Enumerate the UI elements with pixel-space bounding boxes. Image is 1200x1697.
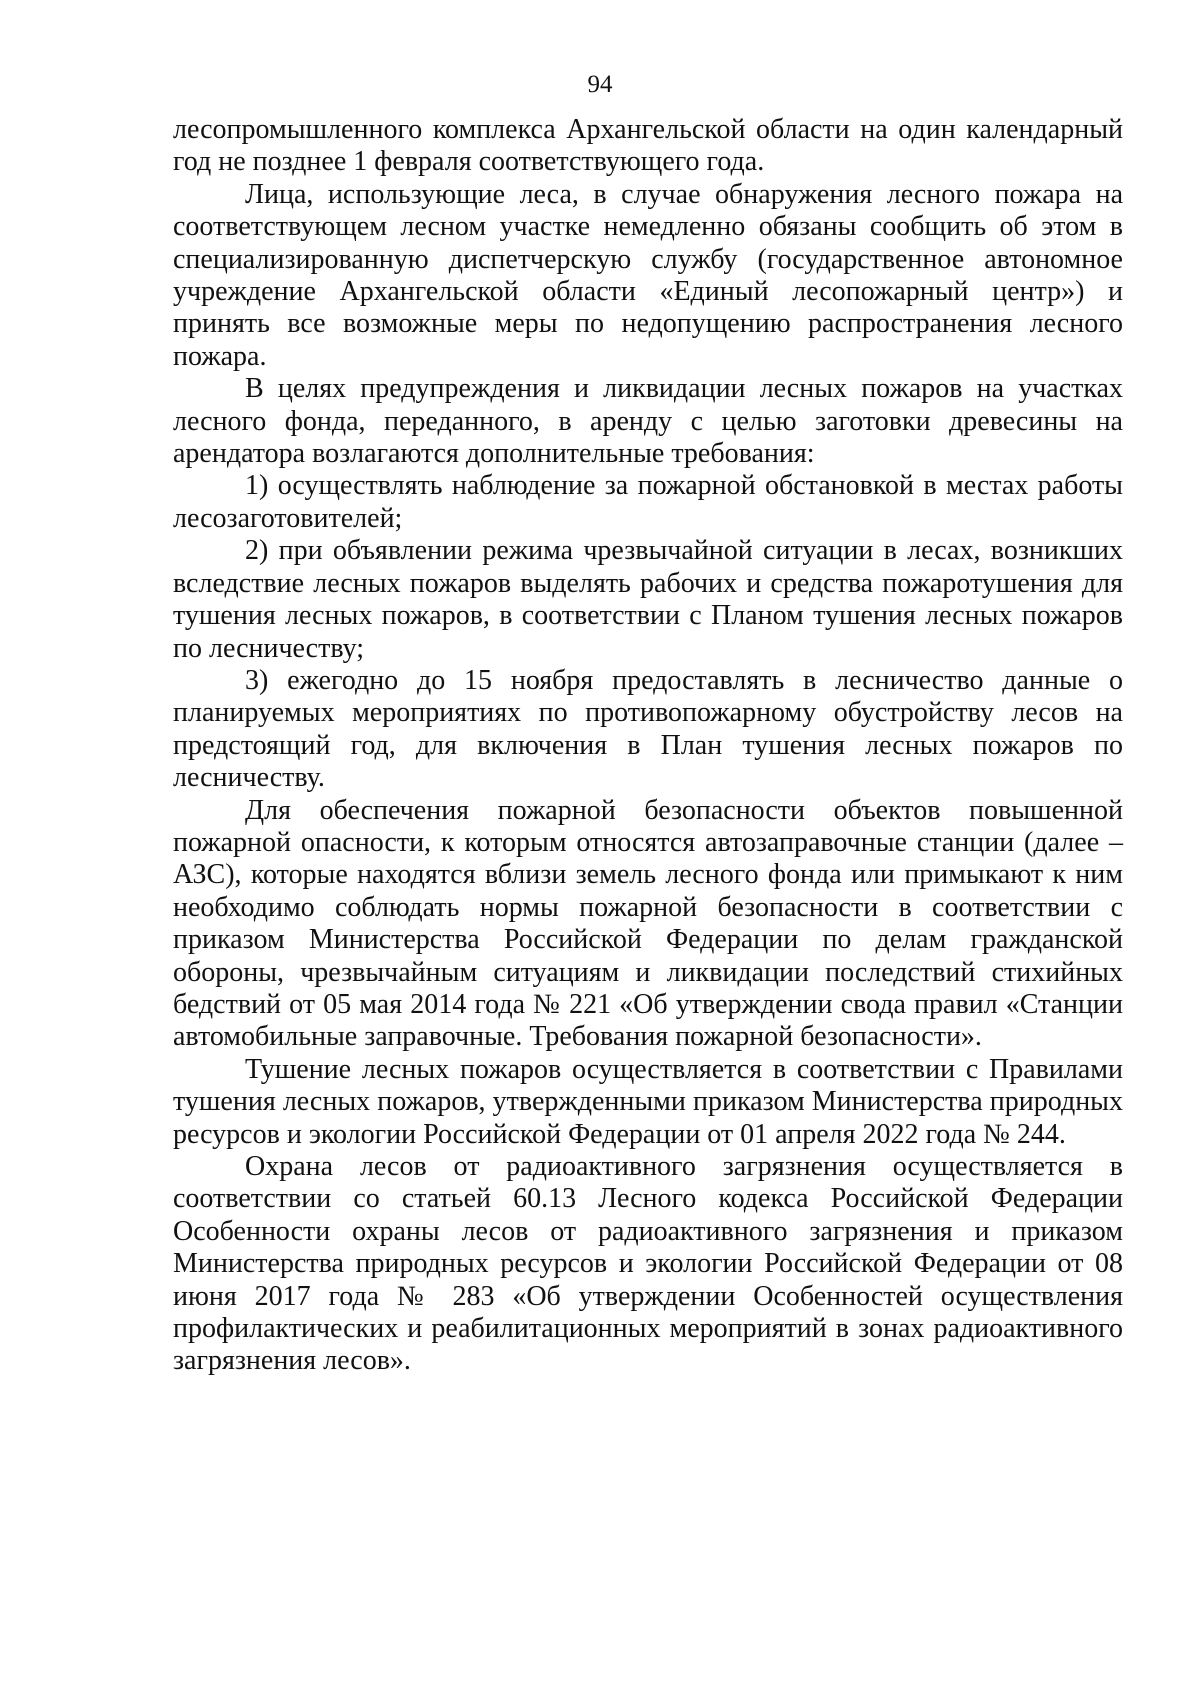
list-item-2: 2) при объявлении режима чрезвычайной ситуации в лесах, возникших вследствие лесных пожаров выделять рабочих и средства пожаротушения для тушения лесных пожаров, в соответствии с Планом тушения лесных пожаров по лесничеству;	[173, 535, 1123, 664]
list-item-1: 1) осуществлять наблюдение за пожарной обстановкой в местах работы лесозаготовителей;	[173, 470, 1123, 534]
page-number: 94	[587, 71, 613, 98]
paragraph-gas-stations: Для обеспечения пожарной безопасности объектов повышенной пожарной опасности, к которым относятся автозаправочные станции (далее – АЗС), которые находятся вблизи земель лесного фонда или примыкают к ним необходимо соблюдать нормы пожарной безопасности в соответствии с приказом Министерства Российской Федерации по делам гражданской обороны, чрезвычайным ситуациям и ликвидации последствий стихийных бедствий от 05 мая 2014 года № 221 «Об утверждении свода правил «Станции автомобильные заправочные. Требования пожарной безопасности».	[173, 794, 1123, 1053]
paragraph-fire-reporting: Лица, использующие леса, в случае обнаружения лесного пожара на соответствующем лесном участке немедленно обязаны сообщить об этом в специализированную диспетчерскую службу (государственное автономное учреждение Архангельской области «Единый лесопожарный центр») и принять все возможные меры по недопущению распространения лесного пожара.	[173, 178, 1123, 372]
body-text	[173, 114, 1123, 1378]
paragraph-lessee-requirements: В целях предупреждения и ликвидации лесных пожаров на участках лесного фонда, переданного, в аренду с целью заготовки древесины на арендатора возлагаются дополнительные требования:	[173, 373, 1123, 470]
list-item-3: 3) ежегодно до 15 ноября предоставлять в лесничество данные о планируемых мероприятиях по противопожарному обустройству лесов на предстоящий год, для включения в План тушения лесных пожаров по лесничеству.	[173, 664, 1123, 794]
paragraph-continuation: лесопромышленного комплекса Архангельской области на один календарный год не позднее 1 февраля соответствующего года.	[173, 114, 1123, 178]
paragraph-fire-extinguishing: Тушение лесных пожаров осуществляется в соответствии с Правилами тушения лесных пожаров, утвержденными приказом Министерства природных ресурсов и экологии Российской Федерации от 01 апреля 2022 года № 244.	[173, 1053, 1123, 1150]
paragraph-radioactive-protection: Охрана лесов от радиоактивного загрязнения осуществляется в соответствии со статьей 60.13 Лесного кодекса Российской Федерации Особенности охраны лесов от радиоактивного загрязнения и приказом Министерства природных ресурсов и экологии Российской Федерации от 08 июня 2017 года № 283 «Об утверждении Особенностей осуществления профилактических и реабилитационных мероприятий в зонах радиоактивного загрязнения лесов».	[173, 1151, 1123, 1377]
